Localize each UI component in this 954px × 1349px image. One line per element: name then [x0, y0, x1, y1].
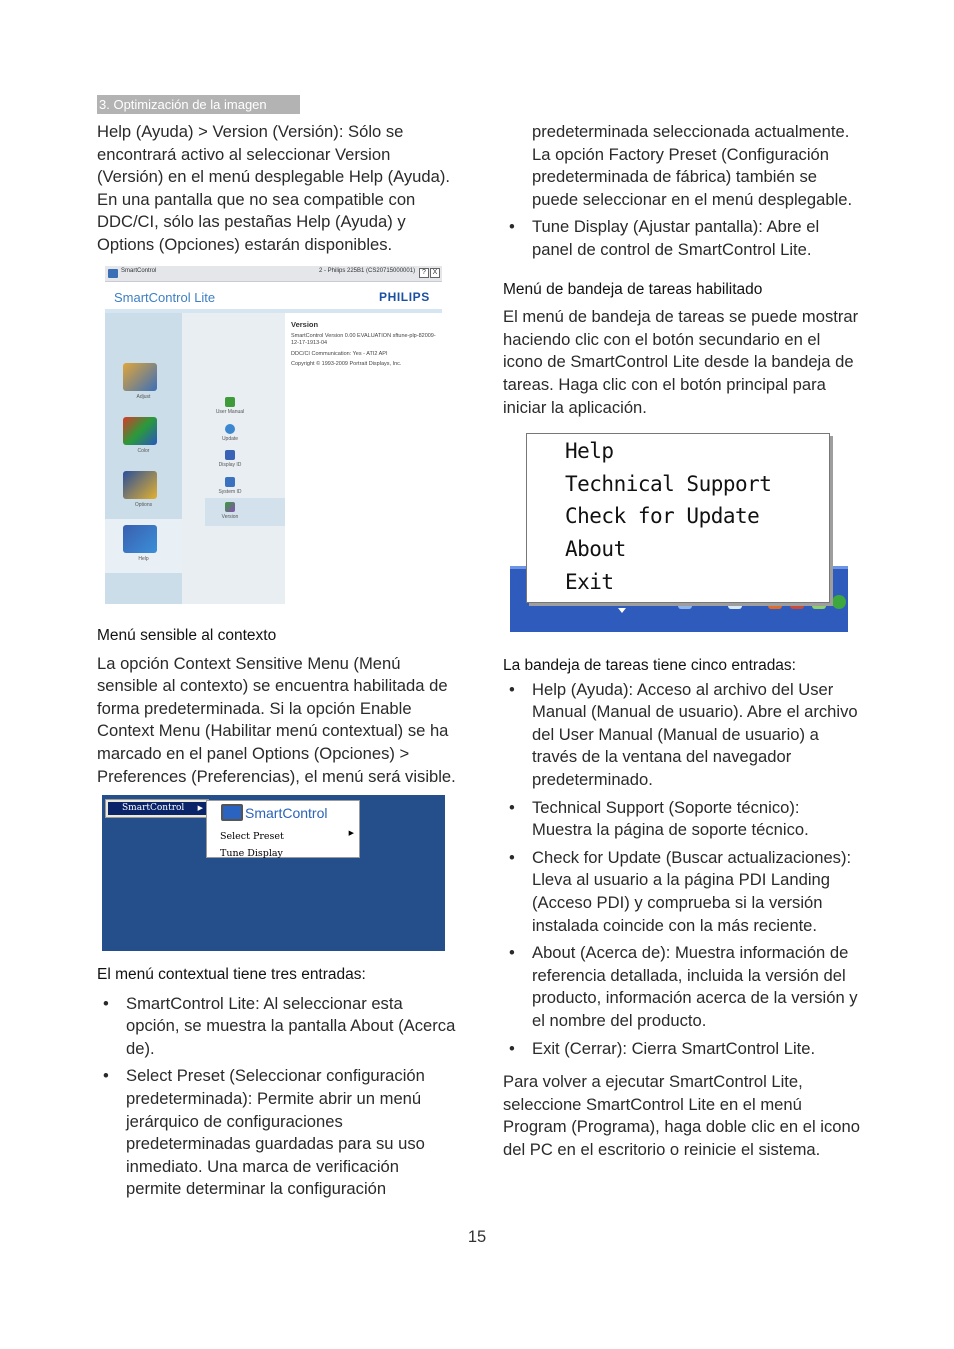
intro-rest: : Sólo se encontrará activo al seleccionar Version (Versión) en el menú desplegable Help (Ayuda). En una pantalla que no sea compatible con DDC/CI, sólo las pestañas Help (Ayuda) y Options (Opciones) estarán disponibles.: [97, 122, 450, 254]
book-icon: [225, 397, 235, 407]
display-icon: [225, 450, 235, 460]
close-button[interactable]: X: [430, 268, 440, 278]
context-menu-item-smartcontrol[interactable]: [108, 802, 206, 815]
tray-expand-icon[interactable]: [618, 608, 626, 613]
section-tag: 3. Optimización de la imagen: [97, 95, 300, 114]
titlebar: [105, 266, 442, 282]
sidebar-item-help[interactable]: [105, 519, 182, 573]
left-entries-section: [97, 964, 457, 1201]
bullet-exit: • Exit (Cerrar): Cierra SmartControl Lite.: [503, 1038, 863, 1061]
submenu-item-select-preset[interactable]: Select Preset: [220, 831, 284, 842]
update-icon: [225, 424, 235, 434]
sub-item-display-id[interactable]: [205, 450, 255, 476]
version-line: SmartControl Version 0.00 EVALUATION sftune-plp-82009-12-17-1913-04: [291, 332, 436, 346]
titlebar-monitor-info: 2 - Philips 225B1 (CS20715000001): [319, 268, 416, 274]
submenu-arrow-icon: ▶: [348, 830, 354, 837]
context-heading: Menú sensible al contexto: [97, 627, 277, 644]
sidebar-item-color[interactable]: [105, 411, 182, 465]
sub-item-label: Version: [221, 514, 239, 520]
sub-item-system-id[interactable]: [205, 477, 255, 503]
sidebar-label: Help: [138, 556, 149, 562]
tray-paragraph: El menú de bandeja de tareas se puede mostrar haciendo clic con el botón secundario en el icono de SmartControl Lite desde la bandeja de tareas. Haga clic con el botón principal para iniciar la aplicación.: [503, 307, 859, 417]
sidebar: [105, 313, 182, 604]
brand-logo: PHILIPS: [379, 290, 430, 304]
adjust-icon: [123, 363, 157, 391]
sidebar-label: Color: [137, 448, 150, 454]
submenu-title[interactable]: SmartControl: [245, 805, 328, 821]
submenu-arrow-icon: ▶: [197, 804, 203, 812]
sub-item-label: User Manual: [215, 409, 245, 415]
context-paragraph: La opción Context Sensitive Menu (Menú sensible al contexto) se encuentra habilitada de forma predeterminada. Si la opción Enable Context Menu (Habilitar menú contextual) se ha marcado en el panel Options (Opciones) > Preferences (Preferencias), el menú será visible.: [97, 653, 456, 786]
monitor-icon: [221, 804, 243, 821]
tray-menu-item-check-for-update[interactable]: Check for Update: [565, 504, 760, 528]
options-icon: [123, 471, 157, 499]
left-intro: [97, 121, 457, 257]
bullet-technical-support: • Technical Support (Soporte técnico): Muestra la página de soporte técnico.: [503, 797, 863, 842]
entries-heading: El menú contextual tiene tres entradas:: [97, 966, 366, 983]
intro-bold: Help (Ayuda) > Version (Versión): [97, 122, 339, 141]
sidebar-item-options[interactable]: [105, 465, 182, 519]
sub-item-user-manual[interactable]: [205, 397, 255, 423]
right-top-section: [503, 121, 863, 419]
sub-item-version[interactable]: [205, 502, 255, 528]
sub-item-label: System ID: [218, 489, 242, 495]
context-menu: [105, 799, 209, 818]
tray-menu-item-exit[interactable]: Exit: [565, 570, 614, 594]
tray-menu-item-technical-support[interactable]: Technical Support: [565, 472, 772, 496]
left-context-section: [97, 625, 457, 788]
tray-menu: [526, 433, 830, 603]
page-number: 15: [467, 1228, 487, 1246]
version-title: Version: [291, 320, 319, 329]
tray-green-icon[interactable]: [832, 595, 846, 609]
ddcci-line: DDC/CI Communication: Yes - ATI2 API: [291, 350, 388, 357]
bullet-select-preset: • Select Preset (Seleccionar configuración predeterminada): Permite abrir un menú jerárquico de configuraciones predeterminadas guardadas para su uso inmediato. Una marca de verificación permite determinar la configuración: [97, 1065, 457, 1201]
sub-item-update[interactable]: [205, 424, 255, 450]
version-icon: [225, 502, 235, 512]
smartcontrol-version-screenshot: [105, 266, 442, 604]
copyright-line: Copyright © 1993-2009 Portrait Displays, Inc.: [291, 361, 402, 367]
sidebar-label: Options: [134, 502, 153, 508]
bullet-help: • Help (Ayuda): Acceso al archivo del User Manual (Manual de usuario). Abre el archivo del User Manual (Manual de usuario) a través de la ventana del navegador predeterminado.: [503, 679, 863, 792]
help-icon: [123, 525, 157, 553]
tray-menu-screenshot: [510, 433, 848, 632]
tray-heading: Menú de bandeja de tareas habilitado: [503, 280, 763, 298]
context-submenu: [206, 800, 360, 858]
tray-menu-item-help[interactable]: Help: [565, 439, 614, 463]
sidebar-item-adjust[interactable]: [105, 357, 182, 411]
five-entries-heading: La bandeja de tareas tiene cinco entradas:: [503, 657, 796, 674]
tray-menu-item-about[interactable]: About: [565, 537, 626, 561]
context-menu-screenshot: [102, 795, 445, 951]
context-menu-item-label: SmartControl: [122, 803, 185, 813]
version-content: [291, 321, 439, 372]
titlebar-app-name: SmartControl: [121, 268, 157, 274]
bullet-tune-display: • Tune Display (Ajustar pantalla): Abre el panel de control de SmartControl Lite.: [503, 216, 863, 261]
color-icon: [123, 417, 157, 445]
window-title: SmartControl Lite: [114, 290, 216, 305]
sidebar-label: Adjust: [136, 394, 151, 400]
bullet-check-for-update: • Check for Update (Buscar actualizaciones): Lleva al usuario a la página PDI Landing (Acceso PDI) y comprueba si la versión instalada coincide con la más reciente.: [503, 847, 863, 937]
sub-item-label: Update: [221, 436, 239, 442]
right-entries-section: [503, 655, 863, 1161]
bullet-about: • About (Acerca de): Muestra información de referencia detallada, incluida la versión del producto, información acerca de la versión y el nombre del producto.: [503, 942, 863, 1032]
continued-paragraph: predeterminada seleccionada actualmente. La opción Factory Preset (Configuración predeterminada de fábrica) también se puede seleccionar en el menú desplegable.: [532, 122, 853, 209]
system-icon: [225, 477, 235, 487]
app-logo-icon: [108, 269, 118, 278]
bullet-smartcontrol-lite: • SmartControl Lite: Al seleccionar esta opción, se muestra la pantalla About (Acerca de).: [97, 993, 457, 1061]
final-paragraph: Para volver a ejecutar SmartControl Lite, seleccione SmartControl Lite en el menú Program (Programa), haga doble clic en el icono del PC en el escritorio o reinicie el sistema.: [503, 1072, 860, 1159]
sub-item-label: Display ID: [218, 462, 242, 468]
submenu-item-tune-display[interactable]: Tune Display: [220, 848, 283, 859]
help-button[interactable]: ?: [419, 268, 429, 278]
